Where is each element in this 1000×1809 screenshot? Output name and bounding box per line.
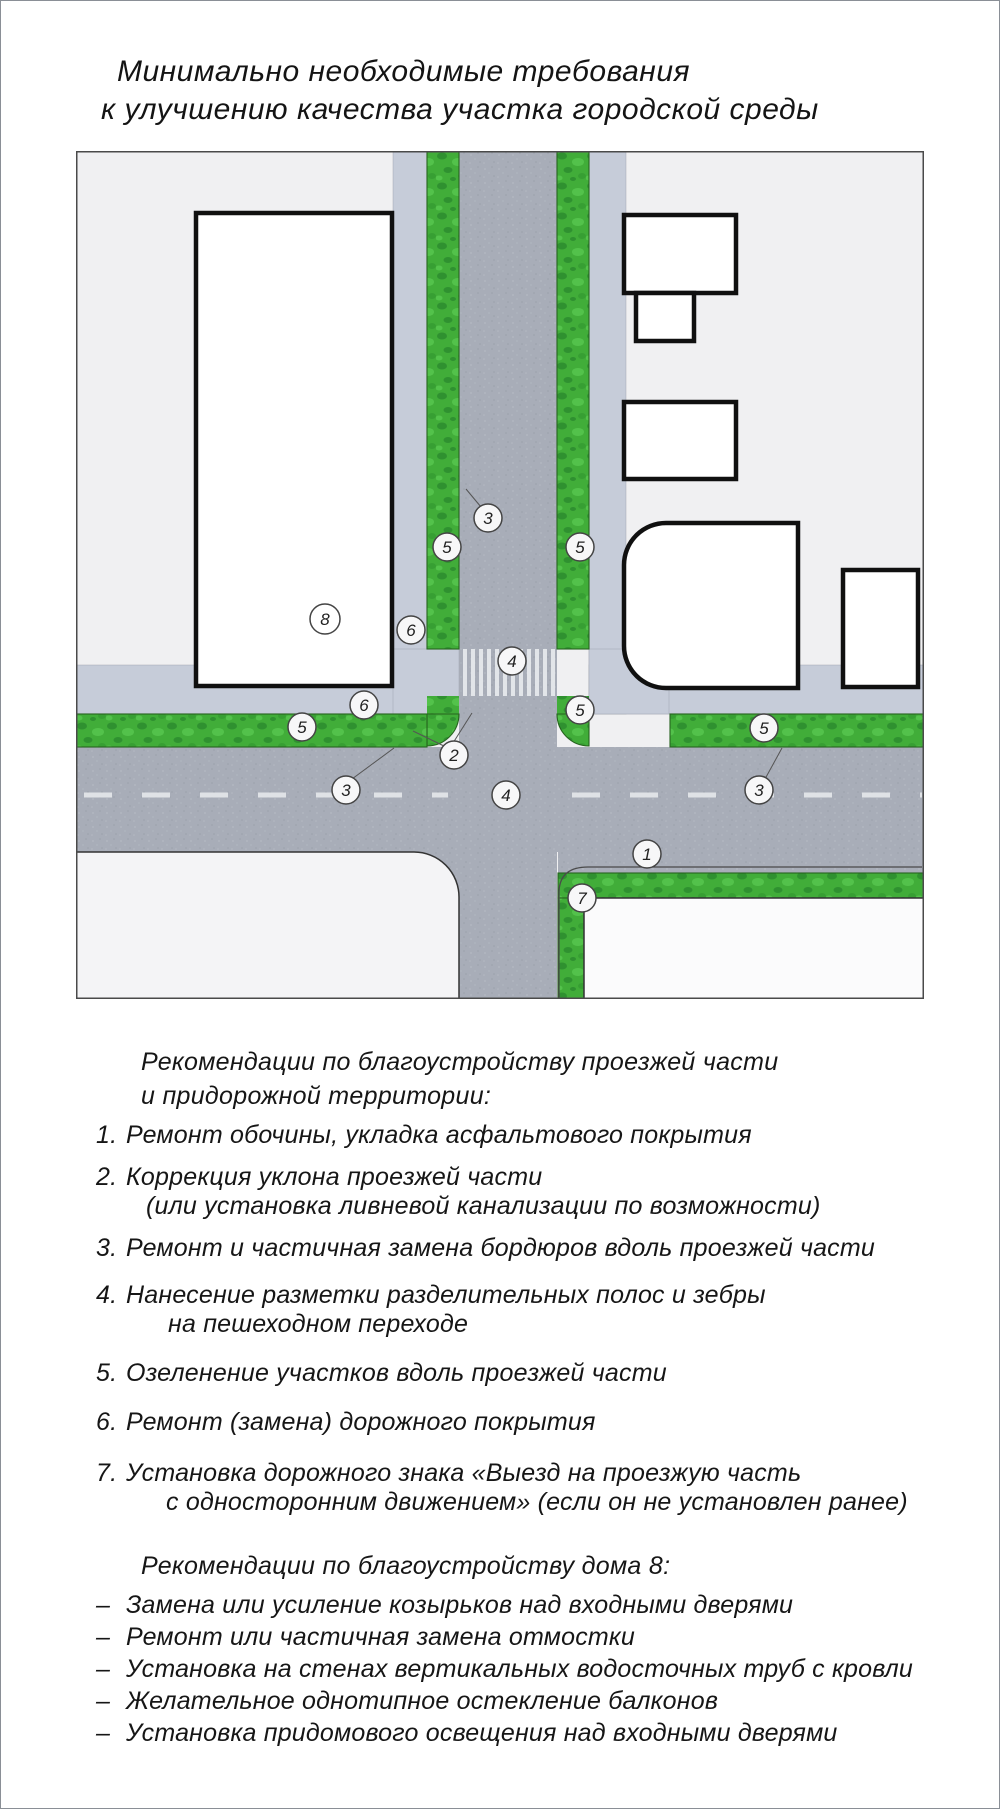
- marker-3-top: [474, 504, 502, 532]
- road-east-shoulder: [558, 747, 924, 873]
- marker-7-sign: [568, 884, 596, 912]
- dash-item: [96, 1655, 913, 1684]
- svg-text:6: 6: [406, 621, 416, 640]
- list-item: [96, 1281, 766, 1339]
- title-line-2: к улучшению качества участка городской среды: [101, 93, 819, 126]
- item-text: Озеленение участков вдоль проезжей части: [126, 1359, 667, 1387]
- dash: –: [96, 1719, 111, 1747]
- list-item: [96, 1121, 752, 1150]
- svg-text:8: 8: [320, 610, 330, 629]
- item-number: 4.: [96, 1281, 118, 1309]
- dash-item: [96, 1687, 718, 1716]
- building-east: [843, 570, 918, 687]
- roadway-section-heading: [141, 1045, 778, 1113]
- svg-text:3: 3: [341, 781, 351, 800]
- marker-5-ne-corner: [566, 696, 594, 724]
- marker-2-slope: [440, 741, 468, 769]
- greenery-sw-stub: [427, 696, 459, 714]
- item-text: Нанесение разметки разделительных полос и зебры: [126, 1281, 766, 1309]
- svg-text:2: 2: [449, 746, 459, 765]
- svg-text:7: 7: [577, 889, 587, 908]
- item-number: 1.: [96, 1121, 118, 1149]
- dash-item: [96, 1623, 635, 1652]
- marker-8-building: [310, 604, 340, 634]
- item-number: 7.: [96, 1459, 118, 1487]
- site-plan: [76, 151, 924, 999]
- item-text-cont: с односторонним движением» (если он не установлен ранее): [166, 1488, 908, 1516]
- svg-text:1: 1: [642, 845, 652, 864]
- greenery-south-vertical: [558, 898, 584, 999]
- building-ne-1-annex: [636, 293, 694, 341]
- list-item: [96, 1408, 596, 1437]
- dash: –: [96, 1687, 111, 1715]
- marker-5-west-horizontal: [288, 713, 316, 741]
- item-number: 3.: [96, 1234, 118, 1262]
- greenery-east-of-road: [557, 151, 589, 649]
- building-ne-3-rounded: [624, 523, 798, 688]
- title-line-1: Минимально необходимые требования: [117, 55, 691, 88]
- item-text: Установка на стенах вертикальных водосточных труб с кровли: [126, 1655, 914, 1683]
- svg-text:4: 4: [501, 786, 511, 805]
- marker-5-east-strip: [566, 533, 594, 561]
- svg-text:5: 5: [297, 718, 307, 737]
- svg-text:5: 5: [759, 719, 769, 738]
- svg-text:5: 5: [575, 701, 585, 720]
- greenery-west-of-road: [427, 151, 459, 649]
- building-8: [196, 213, 392, 686]
- roadway-heading-line-1: Рекомендации по благоустройству проезжей части: [141, 1048, 779, 1076]
- item-number: 2.: [96, 1163, 118, 1191]
- greenery-south-horizontal: [558, 873, 924, 898]
- house8-section-heading: Рекомендации по благоустройству дома 8:: [141, 1552, 671, 1580]
- marker-1-shoulder: [633, 840, 661, 868]
- item-text: Установка дорожного знака «Выезд на проезжую часть: [126, 1459, 802, 1487]
- sidewalk-east-vertical: [589, 151, 626, 714]
- item-number: 5.: [96, 1359, 118, 1387]
- building-ne-1: [624, 215, 736, 293]
- svg-text:6: 6: [359, 696, 369, 715]
- item-text: Ремонт (замена) дорожного покрытия: [126, 1408, 596, 1436]
- dash: –: [96, 1591, 111, 1619]
- dash-item: [96, 1719, 838, 1748]
- item-text-cont: на пешеходном переходе: [168, 1310, 469, 1338]
- item-text: Ремонт и частичная замена бордюров вдоль проезжей части: [126, 1234, 876, 1262]
- dash-item: [96, 1591, 793, 1620]
- item-text: Ремонт обочины, укладка асфальтового покрытия: [126, 1121, 752, 1149]
- marker-4-centerline: [492, 781, 520, 809]
- roadway-heading-line-2: и придорожной территории:: [141, 1082, 492, 1110]
- marker-3-east-road: [745, 776, 773, 804]
- list-item: [96, 1459, 908, 1517]
- list-item: [96, 1163, 821, 1221]
- item-number: 6.: [96, 1408, 118, 1436]
- greenery-east-horizontal: [670, 714, 924, 747]
- item-text: Замена или усиление козырьков над входными дверями: [126, 1591, 794, 1619]
- marker-6-upper: [397, 616, 425, 644]
- plot-southeast: [584, 898, 924, 999]
- marker-5-west-strip: [433, 533, 461, 561]
- svg-text:3: 3: [483, 509, 493, 528]
- item-text: Установка придомового освещения над входными дверями: [126, 1719, 838, 1747]
- marker-6-lower: [350, 691, 378, 719]
- item-text-cont: (или установка ливневой канализации по возможности): [146, 1192, 821, 1220]
- vertical-road: [459, 151, 557, 999]
- list-item: [96, 1234, 875, 1263]
- item-text: Ремонт или частичная замена отмостки: [126, 1623, 636, 1651]
- item-text: Желательное однотипное остекление балконов: [126, 1687, 719, 1715]
- page-title: [101, 53, 819, 129]
- marker-3-west-road: [332, 776, 360, 804]
- building-ne-2: [624, 402, 736, 479]
- svg-text:5: 5: [575, 538, 585, 557]
- marker-5-east-horizontal: [750, 714, 778, 742]
- site-plan-svg: [76, 151, 924, 999]
- svg-text:4: 4: [507, 652, 517, 671]
- marker-4-zebra: [498, 647, 526, 675]
- plot-southwest: [76, 852, 459, 999]
- item-text: Коррекция уклона проезжей части: [126, 1163, 543, 1191]
- svg-text:3: 3: [754, 781, 764, 800]
- list-item: [96, 1359, 667, 1388]
- dash: –: [96, 1623, 111, 1651]
- greenery-west-horizontal: [76, 714, 427, 747]
- svg-text:5: 5: [442, 538, 452, 557]
- dash: –: [96, 1655, 111, 1683]
